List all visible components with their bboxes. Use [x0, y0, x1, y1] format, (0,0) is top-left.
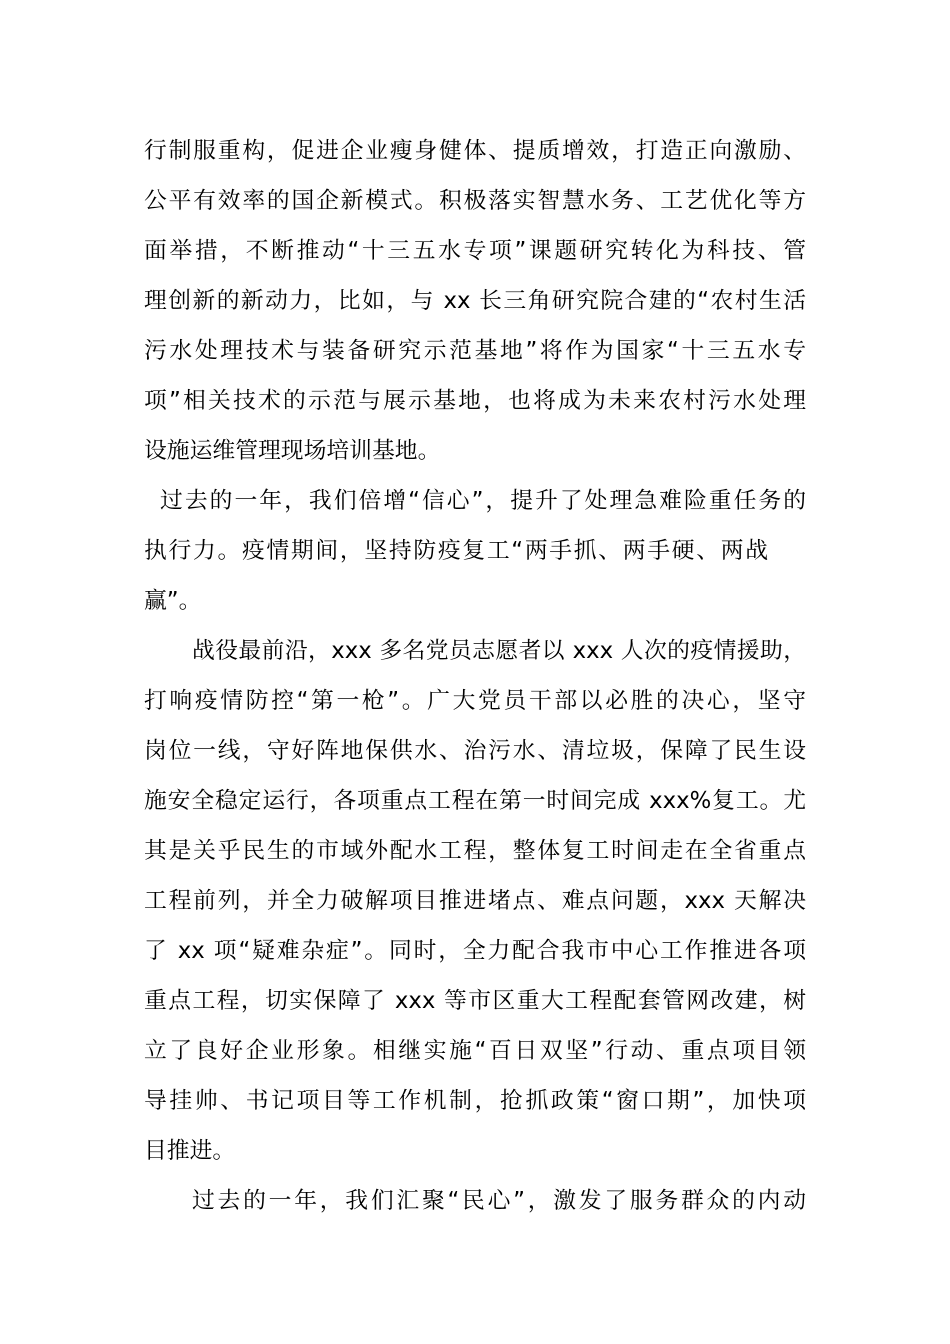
- text-line: 过去的一年，我们汇聚“民心”，激发了服务群众的内动: [192, 1188, 806, 1214]
- text-line: 岗位一线，守好阵地保供水、治污水、清垃圾，保障了民生设: [144, 738, 806, 764]
- text-line: 面举措，不断推动“十三五水专项”课题研究转化为科技、管: [144, 238, 806, 264]
- text-line: 过去的一年，我们倍增“信心”，提升了处理急难险重任务的: [160, 488, 806, 514]
- text-line: 了 xx 项“疑难杂症”。同时，全力配合我市中心工作推进各项: [144, 938, 806, 964]
- text-line: 施安全稳定运行，各项重点工程在第一时间完成 xxx%复工。尤: [144, 788, 806, 814]
- text-line: 其是关乎民生的市域外配水工程，整体复工时间走在全省重点: [144, 838, 806, 864]
- text-line: 重点工程，切实保障了 xxx 等市区重大工程配套管网改建，树: [144, 988, 806, 1014]
- text-line: 执行力。疫情期间，坚持防疫复工“两手抓、两手硬、两战: [144, 538, 768, 564]
- text-line: 目推进。: [144, 1138, 236, 1164]
- text-line: 污水处理技术与装备研究示范基地”将作为国家“十三五水专: [144, 338, 806, 364]
- text-line: 理创新的新动力，比如，与 xx 长三角研究院合建的“农村生活: [144, 288, 806, 314]
- text-line: 设施运维管理现场培训基地。: [144, 438, 441, 464]
- text-line: 立了良好企业形象。相继实施“百日双坚”行动、重点项目领: [144, 1038, 806, 1064]
- text-line: 打响疫情防控“第一枪”。广大党员干部以必胜的决心，坚守: [144, 688, 806, 714]
- text-line: 战役最前沿，xxx 多名党员志愿者以 xxx 人次的疫情援助，: [192, 638, 806, 664]
- text-line: 导挂帅、书记项目等工作机制，抢抓政策“窗口期”，加快项: [144, 1088, 806, 1114]
- text-line: 工程前列，并全力破解项目推进堵点、难点问题，xxx 天解决: [144, 888, 806, 914]
- text-line: 赢”。: [144, 588, 202, 614]
- text-line: 行制服重构，促进企业瘦身健体、提质增效，打造正向激励、: [144, 138, 806, 164]
- text-line: 公平有效率的国企新模式。积极落实智慧水务、工艺优化等方: [144, 188, 806, 214]
- text-line: 项”相关技术的示范与展示基地，也将成为未来农村污水处理: [144, 388, 806, 414]
